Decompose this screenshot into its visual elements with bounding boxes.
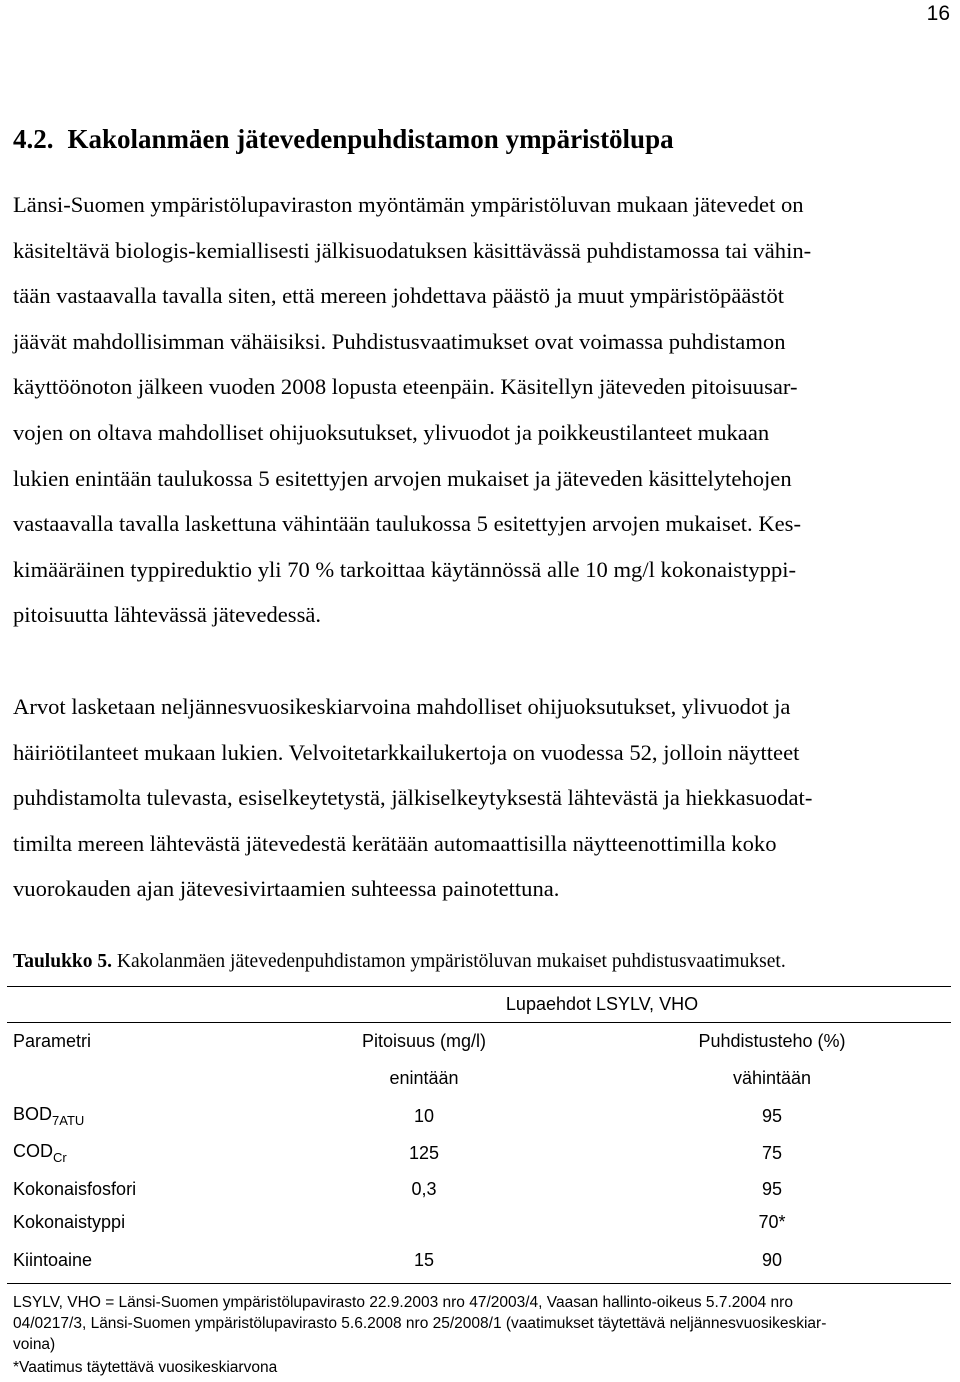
- row-efficiency: 70*: [758, 1212, 786, 1232]
- table-caption: [13, 951, 786, 973]
- column-subheader-efficiency: vähintään: [732, 1068, 812, 1088]
- paragraph-2: [13, 684, 959, 912]
- row-parameter: Kokonaisfosfori: [13, 1179, 137, 1199]
- group-header: Lupaehdot LSYLV, VHO: [505, 994, 699, 1014]
- paragraph-1: [13, 182, 959, 638]
- page-number: 16: [926, 2, 950, 25]
- footnote-line: LSYLV, VHO = Länsi-Suomen ympäristölupavirasto 22.9.2003 nro 47/2003/4, Vaasan hallinto-oikeus 5.7.2004 nro: [13, 1294, 793, 1311]
- column-header-efficiency: Puhdistusteho (%): [698, 1031, 846, 1051]
- row-parameter: $BOD_{7ATU}$: [13, 1104, 85, 1128]
- table-caption-label: Taulukko 5.: [13, 951, 113, 972]
- table-caption-text: Kakolanmäen jätevedenpuhdistamon ympäristöluvan mukaiset puhdistusvaatimukset.: [112, 951, 786, 972]
- row-concentration: 125: [408, 1143, 440, 1163]
- footnote-line: voina): [13, 1336, 56, 1353]
- row-concentration: 15: [413, 1250, 435, 1270]
- paragraph-line: vuorokauden ajan jätevesivirtaamien suhteessa painotettuna.: [13, 876, 560, 902]
- row-parameter: Kokonaistyppi: [13, 1212, 126, 1232]
- paragraph-line: käsiteltävä biologis-kemiallisesti jälkisuodatuksen käsittävässä puhdistamossa tai vähin-: [13, 237, 812, 263]
- table-footnote: [13, 1292, 953, 1355]
- paragraph-line: häiriötilanteet mukaan lukien. Velvoitetarkkailukertoja on vuodessa 52, jolloin näytteet: [13, 739, 800, 765]
- paragraph-line: Länsi-Suomen ympäristölupaviraston myöntämän ympäristöluvan mukaan jätevedet on: [13, 192, 804, 217]
- row-parameter: Kiintoaine: [13, 1250, 93, 1270]
- section-title: Kakolanmäen jätevedenpuhdistamon ympäristölupa: [67, 124, 674, 154]
- row-efficiency: 95: [761, 1106, 783, 1126]
- paragraph-line: pitoisuutta lähtevässä jätevedessä.: [13, 602, 322, 628]
- paragraph-line: tään vastaavalla tavalla siten, että mereen johdettava päästö ja muut ympäristöpäästöt: [13, 283, 785, 309]
- table-top-rule: [7, 986, 951, 987]
- column-header-concentration: Pitoisuus (mg/l): [361, 1031, 487, 1051]
- row-efficiency: 90: [761, 1250, 783, 1270]
- footnote-line: 04/0217/3, Länsi-Suomen ympäristölupavirasto 5.6.2008 nro 25/2008/1 (vaatimukset täytettävä neljännesvuosikeskiar-: [13, 1315, 827, 1332]
- section-heading: [13, 124, 674, 155]
- table-bottom-rule: [7, 1283, 951, 1284]
- row-efficiency: 95: [761, 1179, 783, 1199]
- paragraph-line: timilta mereen lähtevästä jätevedestä kerätään automaattisilla näytteenottimilla koko: [13, 830, 777, 856]
- row-concentration: 0,3: [411, 1179, 437, 1199]
- table-footnote-star: *Vaatimus täytettävä vuosikeskiarvona: [13, 1359, 278, 1376]
- paragraph-line: puhdistamolta tulevasta, esiselkeytetystä, jälkiselkeytyksestä lähtevästä ja hiekkasuodat-: [13, 785, 813, 811]
- paragraph-line: käyttöönoton jälkeen vuoden 2008 lopusta eteenpäin. Käsitellyn jäteveden pitoisuusar-: [13, 374, 798, 400]
- column-header-parameter: Parametri: [13, 1031, 92, 1051]
- paragraph-line: Arvot lasketaan neljännesvuosikeskiarvoina mahdolliset ohijuoksutukset, ylivuodot ja: [13, 694, 791, 719]
- paragraph-line: vojen on oltava mahdolliset ohijuoksutukset, ylivuodot ja poikkeustilanteet mukaan: [13, 419, 770, 445]
- section-number: 4.2.: [13, 124, 54, 154]
- row-efficiency: 75: [761, 1143, 783, 1163]
- paragraph-line: jäävät mahdollisimman vähäisiksi. Puhdistusvaatimukset ovat voimassa puhdistamon: [13, 328, 786, 354]
- row-parameter: $COD_{Cr}$: [13, 1141, 67, 1165]
- paragraph-line: lukien enintään taulukossa 5 esitettyjen arvojen mukaiset ja jäteveden käsittelytehojen: [13, 465, 792, 491]
- column-subheader-concentration: enintään: [389, 1068, 459, 1088]
- header-rule: [7, 1022, 951, 1023]
- paragraph-line: kimääräinen typpireduktio yli 70 % tarkoittaa käytännössä alle 10 mg/l kokonaistyppi-: [13, 556, 797, 582]
- paragraph-line: vastaavalla tavalla laskettuna vähintään taulukossa 5 esitettyjen arvojen mukaiset. Kes-: [13, 511, 802, 537]
- row-concentration: 10: [413, 1106, 435, 1126]
